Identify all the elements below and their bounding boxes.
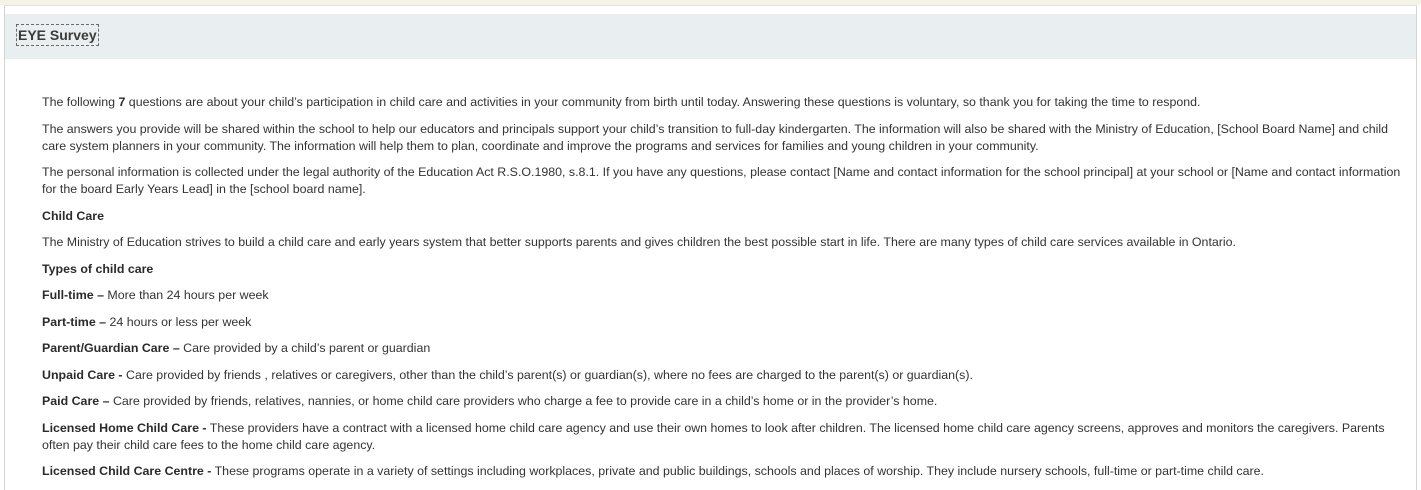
type-unpaid-care — [42, 367, 1414, 384]
type-definition: Care provided by friends , relatives or caregivers, other than the child’s parent(s) or guardian(s), where no fees are charged to the parent(s) or guardian(s). — [122, 367, 973, 382]
type-definition: These providers have a contract with a licensed home child care agency and use their own homes to look after children. The licensed home child care agency screens, approves and monitors the caregivers. Parents often pay their child care fees to the home child care agency. — [42, 420, 1385, 452]
type-parent-guardian-care — [42, 340, 1414, 357]
question-count: 7 — [118, 95, 126, 109]
type-definition: More than 24 hours per week — [103, 288, 269, 302]
intro-paragraph-2: The answers you provide will be shared within the school to help our educators and principals support your child’s transition to full-day kindergarten. The information will also be shared with the Ministry of Education, [School Board Name] and child care system planners in your community. The information will help them to plan, coordinate and improve the programs and services for families and young children in your community. — [42, 121, 1389, 153]
type-term: Licensed Home Child Care - — [42, 420, 207, 435]
survey-header — [5, 14, 1416, 59]
type-part-time — [42, 314, 1414, 331]
child-care-heading: Child Care — [42, 208, 104, 223]
type-definition: These programs operate in a variety of settings including workplaces, private and public buildings, schools and places of worship. They include nursery schools, full-time or part-time child care. — [211, 464, 1264, 478]
type-term: Unpaid Care - — [42, 367, 123, 382]
type-licensed-child-care-centre — [42, 463, 1414, 480]
type-definition: 24 hours or less per week — [106, 314, 252, 329]
types-of-child-care-heading: Types of child care — [42, 261, 154, 276]
type-paid-care — [42, 393, 1414, 410]
type-definition: Care provided by friends, relatives, nannies, or home child care providers who charge a fee to provide care in a child’s home or in the provider’s home. — [109, 394, 938, 408]
type-full-time — [42, 287, 1414, 304]
type-term: Parent/Guardian Care – — [42, 341, 180, 355]
survey-intro-content — [42, 94, 1414, 490]
type-definition: Care provided by a child’s parent or guardian — [179, 341, 431, 355]
type-term: Licensed Child Care Centre - — [42, 464, 212, 478]
intro-paragraph-1: The following 7 questions are about your child’s participation in child care and activities in your community from birth until today. Answering these questions is voluntary, so thank you for taking the time to respond. — [42, 95, 1201, 109]
type-term: Part-time – — [42, 314, 107, 329]
type-term: Paid Care – — [42, 394, 110, 408]
type-licensed-home-child-care — [42, 420, 1414, 454]
survey-title[interactable]: EYE Survey — [16, 24, 99, 46]
type-term: Full-time – — [42, 288, 104, 302]
child-care-description: The Ministry of Education strives to build a child care and early years system that better supports parents and gives children the best possible start in life. There are many types of child care services available in Ontario. — [42, 235, 1236, 249]
survey-panel — [4, 5, 1417, 490]
intro-paragraph-3: The personal information is collected under the legal authority of the Education Act R.S.O.1980, s.8.1. If you have any questions, please contact [Name and contact information for the school principal] at your school or [Name and contact information for the board Early Years Lead] in the [school board name]. — [42, 165, 1401, 196]
